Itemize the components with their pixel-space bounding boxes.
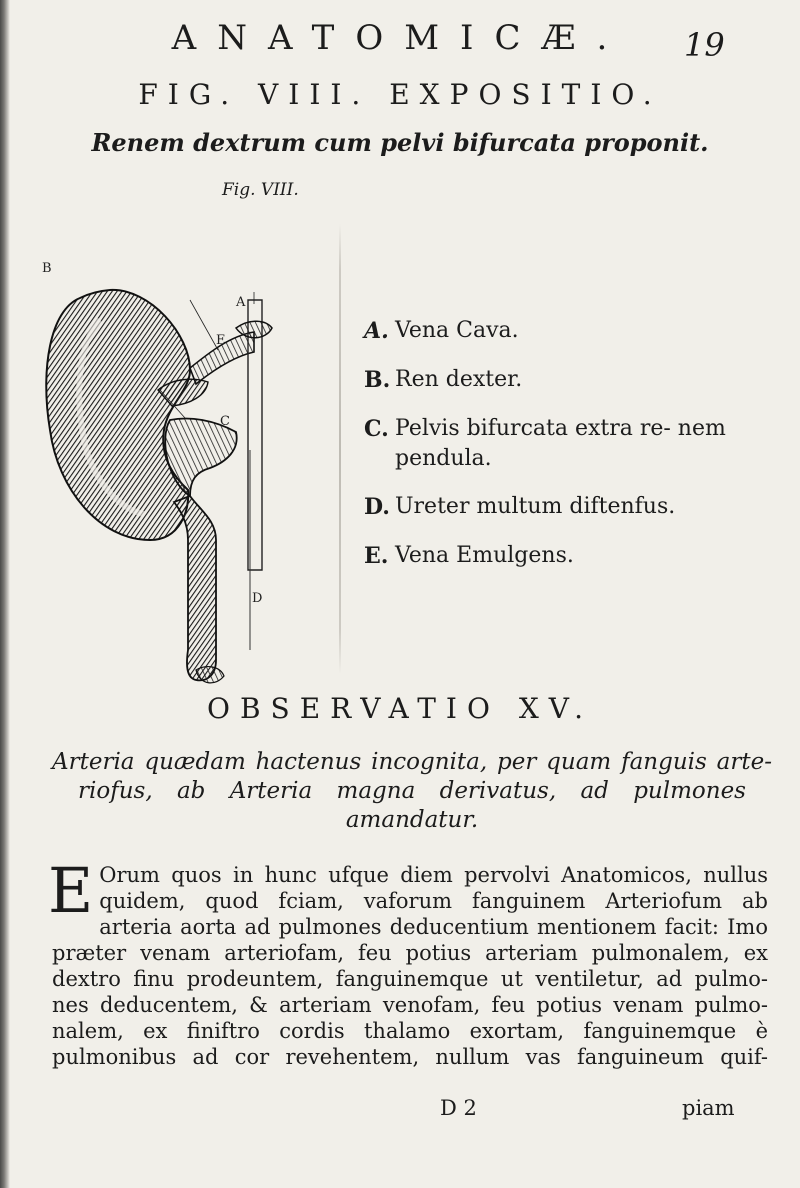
figure-subtitle: Renem dextrum cum pelvi bifurcata proponit. — [91, 128, 709, 157]
legend-text: Ren dexter. — [395, 367, 523, 392]
legend-text: Ureter multum diftenfus. — [395, 494, 676, 519]
legend-letter: A. — [364, 318, 389, 344]
observation-subtitle-line: amandatur. — [345, 807, 479, 833]
plate-label-c: C — [220, 414, 230, 429]
running-head: ANATOMICÆ. — [171, 18, 629, 58]
body-line: arteria aorta ad pulmones deducentium mentionem facit: Imo — [99, 915, 768, 939]
legend-letter: E. — [364, 543, 389, 569]
body-line: dextro finu prodeuntem, fanguinemque ut ventiletur, ad pulmo- — [52, 967, 768, 991]
page-edge — [0, 0, 10, 1188]
body-line: Orum quos in hunc ufque diem pervolvi Anatomicos, nullus — [99, 863, 768, 887]
legend-item-a — [364, 316, 784, 347]
body-line: pulmonibus ad cor revehentem, nullum vas fanguineum quif- — [52, 1045, 768, 1069]
legend-item-c — [364, 414, 784, 474]
observation-subtitle — [52, 748, 772, 835]
figure-label: Fig. VIII. — [222, 180, 299, 200]
observation-heading: OBSERVATIO XV. — [207, 692, 593, 725]
legend-letter: C. — [364, 416, 389, 442]
signature-mark: D 2 — [440, 1096, 477, 1120]
body-paragraph — [48, 854, 768, 1070]
figure-heading: FIG. VIII. EXPOSITIO. — [138, 78, 662, 111]
legend-letter: B. — [364, 367, 391, 393]
legend-text: Vena Emulgens. — [395, 543, 574, 568]
drop-cap: E — [48, 854, 94, 927]
body-line: præter venam arteriofam, feu potius arteriam pulmonalem, ex — [52, 941, 768, 965]
page-number: 19 — [684, 26, 725, 64]
plate-label-b: B — [42, 261, 52, 276]
plate-label-a: A — [236, 295, 246, 310]
catchword: piam — [682, 1096, 735, 1120]
legend-letter: D. — [364, 494, 390, 520]
legend-text: Pelvis bifurcata extra re- nem pendula. — [395, 416, 726, 471]
body-line: nes deducentem, & arteriam venofam, feu potius venam pulmo- — [52, 993, 768, 1017]
body-line: quidem, quod fciam, vaforum fanguinem Arteriofum ab — [99, 889, 768, 913]
body-line: nalem, ex finiftro cordis thalamo exortam, fanguinemque è — [52, 1019, 768, 1043]
observation-subtitle-line: Arteria quædam hactenus incognita, per quam fanguis arte- — [52, 749, 772, 775]
observation-subtitle-line: riofus, ab Arteria magna derivatus, ad pulmones — [78, 778, 746, 804]
legend-item-e — [364, 541, 784, 572]
legend-item-d — [364, 492, 784, 523]
plate-label-e: E — [216, 333, 226, 348]
legend-text: Vena Cava. — [395, 318, 519, 343]
legend-item-b — [364, 365, 784, 396]
figure-legend — [364, 316, 784, 590]
anatomical-plate-kidney — [40, 240, 340, 700]
plate-label-d: D — [252, 591, 263, 606]
